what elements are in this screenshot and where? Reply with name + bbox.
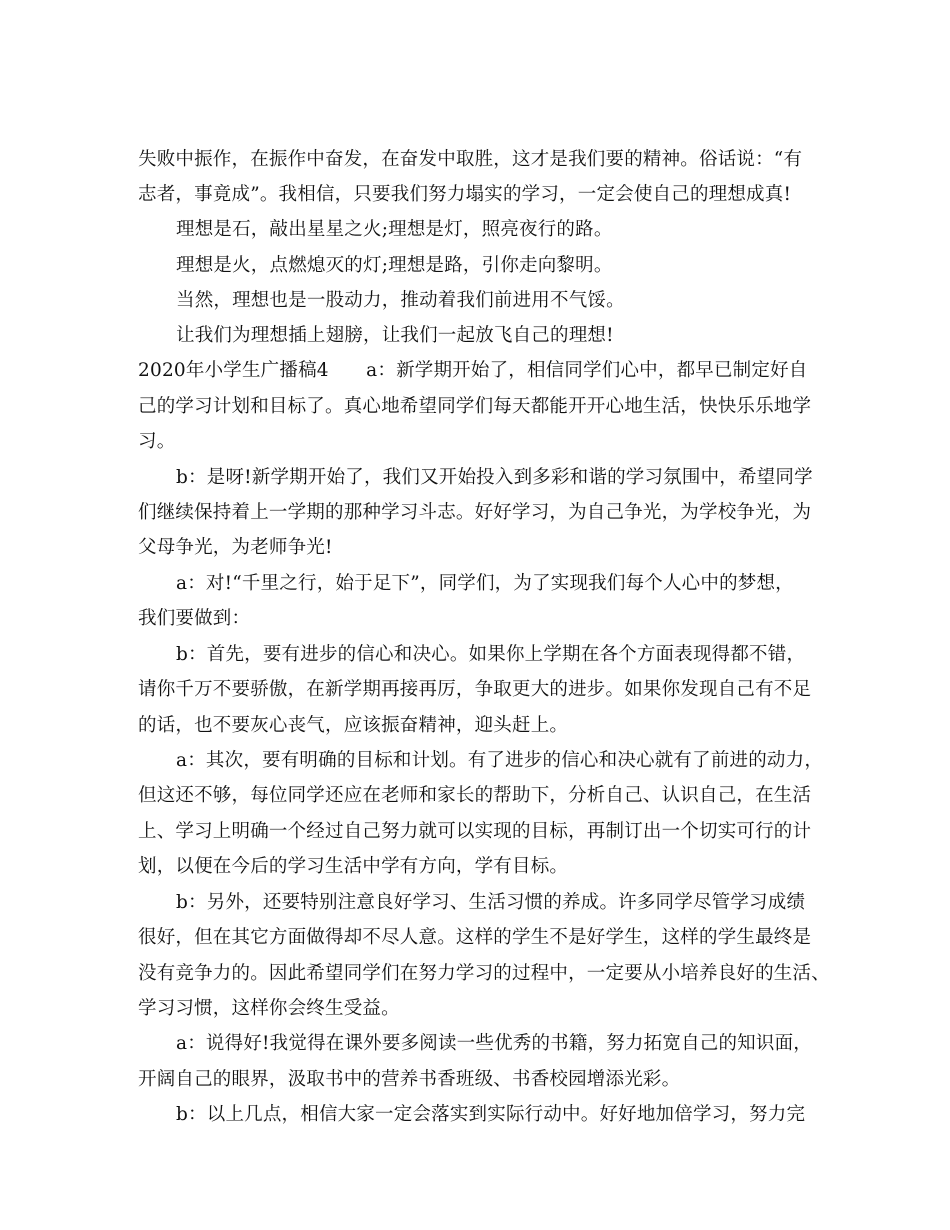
text-line: 上、学习上明确一个经过自己努力就可以实现的目标，再制订出一个切实可行的计 [138, 821, 812, 842]
text-line: 志者，事竟成”。我相信，只要我们努力塌实的学习，一定会使自己的理想成真! [138, 184, 792, 205]
text-line: b：是呀!新学期开始了，我们又开始投入到多彩和谐的学习氛围中，希望同学 [176, 467, 813, 488]
text-line: 让我们为理想插上翅膀，让我们一起放飞自己的理想! [176, 325, 614, 346]
text-line: 很好，但在其它方面做得却不尽人意。这样的学生不是好学生，这样的学生最终是 [138, 927, 812, 948]
text-line: 划，以便在今后的学习生活中学有方向，学有目标。 [138, 856, 569, 877]
text-line: 父母争光，为老师争光! [138, 537, 333, 558]
text-line: 理想是石，敲出星星之火;理想是灯，照亮夜行的路。 [176, 219, 613, 240]
section-heading-line: 2020年小学生广播稿4 a：新学期开始了，相信同学们心中，都早已制定好自 [138, 360, 808, 381]
text-line: b：另外，还要特别注意良好学习、生活习惯的养成。许多同学尽管学习成绩 [176, 892, 806, 913]
text-line: 但这还不够，每位同学还应在老师和家长的帮助下，分析自己、认识自己，在生活 [138, 785, 812, 806]
text-line: 理想是火，点燃熄灭的灯;理想是路，引你走向黎明。 [176, 255, 613, 276]
text-line: a：说得好!我觉得在课外要多阅读一些优秀的书籍，努力拓宽自己的知识面， [176, 1033, 812, 1054]
text-line: 们继续保持着上一学期的那种学习斗志。好好学习，为自己争光，为学校争光，为 [138, 502, 812, 523]
text-line: 没有竞争力的。因此希望同学们在努力学习的过程中，一定要从小培养良好的生活、 [138, 963, 830, 984]
text-line: 开阔自己的眼界，汲取书中的营养书香班级、书香校园增添光彩。 [138, 1069, 681, 1090]
text-line: 习。 [138, 431, 176, 452]
text-line: a：对!“千里之行，始于足下”，同学们，为了实现我们每个人心中的梦想， [176, 573, 794, 594]
text-line: b：首先，要有进步的信心和决心。如果你上学期在各个方面表现得都不错， [176, 644, 806, 665]
text-line: b：以上几点，相信大家一定会落实到实际行动中。好好地加倍学习，努力完 [176, 1104, 806, 1125]
text-line: 己的学习计划和目标了。真心地希望同学们每天都能开开心地生活，快快乐乐地学 [138, 396, 812, 417]
text-line: 当然，理想也是一股动力，推动着我们前进用不气馁。 [176, 290, 625, 311]
text-line: 学习习惯，这样你会终生受益。 [138, 998, 400, 1019]
text-line: a：其次，要有明确的目标和计划。有了进步的信心和决心就有了前进的动力， [176, 750, 824, 771]
text-line: 失败中振作，在振作中奋发，在奋发中取胜，这才是我们要的精神。俗话说：“有 [138, 149, 803, 170]
text-line: 请你千万不要骄傲，在新学期再接再厉，争取更大的进步。如果你发现自己有不足 [138, 679, 812, 700]
text-line: 我们要做到： [138, 608, 251, 629]
text-line: 的话，也不要灰心丧气，应该振奋精神，迎头赶上。 [138, 715, 569, 736]
